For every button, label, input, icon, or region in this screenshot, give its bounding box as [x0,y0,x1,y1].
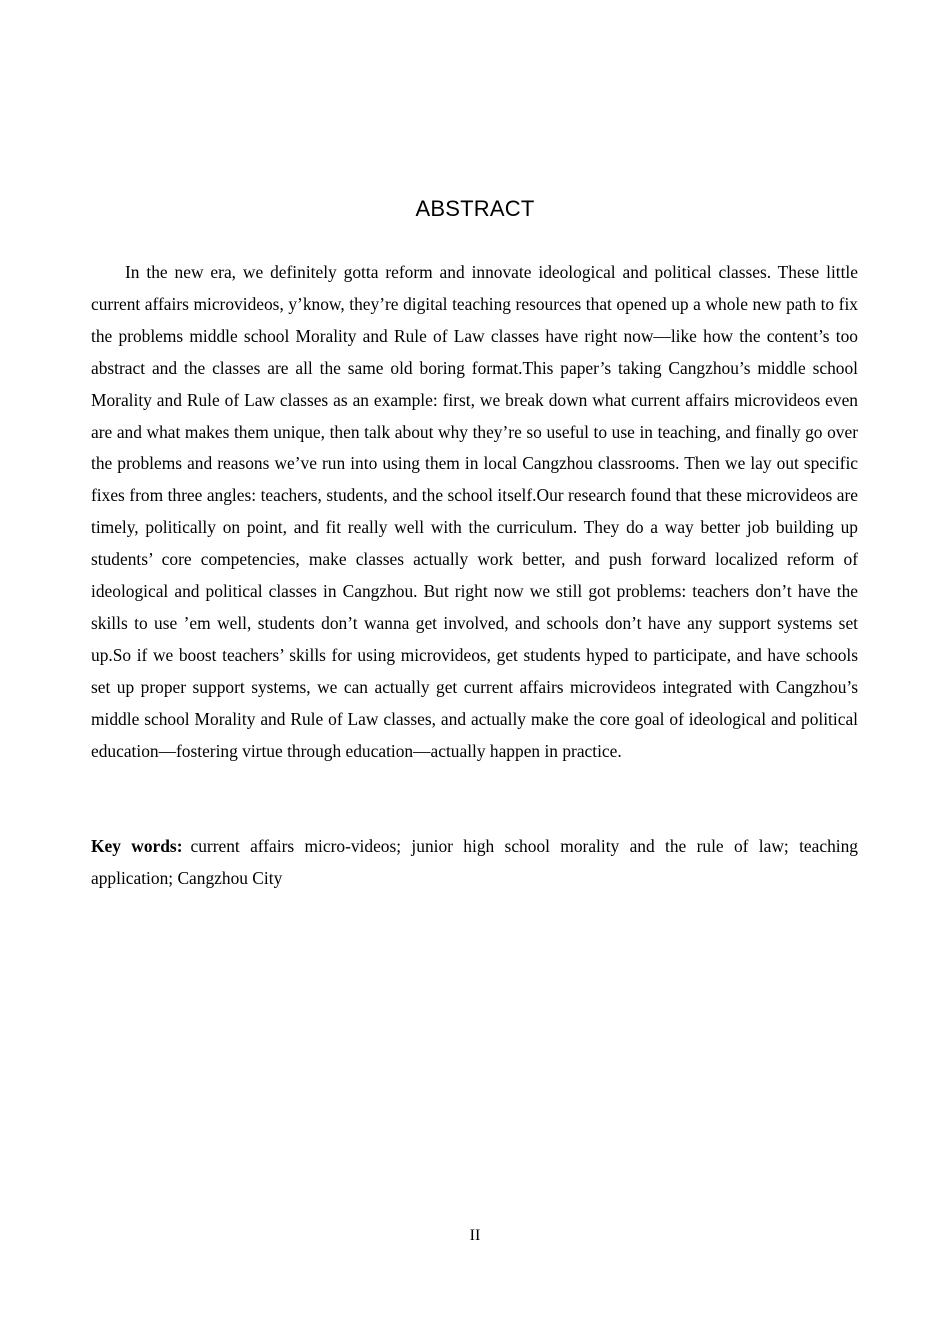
keywords-section [91,831,858,895]
abstract-paragraph: In the new era, we definitely gotta reform and innovate ideological and political classes. These little current affairs microvideos, y’know, they’re digital teaching resources that opened up a whole new path to fix the problems middle school Morality and Rule of Law classes have right now—like how the content’s too abstract and the classes are all the same old boring format.This paper’s taking Cangzhou’s middle school Morality and Rule of Law classes as an example: first, we break down what current affairs microvideos even are and what makes them unique, then talk about why they’re so useful to use in teaching, and finally go over the problems and reasons we’ve run into using them in local Cangzhou classrooms. Then we lay out specific fixes from three angles: teachers, students, and the school itself.Our research found that these microvideos are timely, politically on point, and fit really well with the curriculum. They do a way better job building up students’ core competencies, make classes actually work better, and push forward localized reform of ideological and political classes in Cangzhou. But right now we still got problems: teachers don’t have the skills to use ’em well, students don’t wanna get involved, and schools don’t have any support systems set up.So if we boost teachers’ skills for using microvideos, get students hyped to participate, and have schools set up proper support systems, we can actually get current affairs microvideos integrated with Cangzhou’s middle school Morality and Rule of Law classes, and actually make the core goal of ideological and political education—fostering virtue through education—actually happen in practice. [91,262,858,761]
page-number: II [469,1227,481,1244]
abstract-title: ABSTRACT [415,196,535,221]
keywords-text: current affairs micro-videos; junior high school morality and the rule of law; teaching application; Cangzhou City [91,836,858,888]
keywords-label: Key words: [91,836,183,856]
